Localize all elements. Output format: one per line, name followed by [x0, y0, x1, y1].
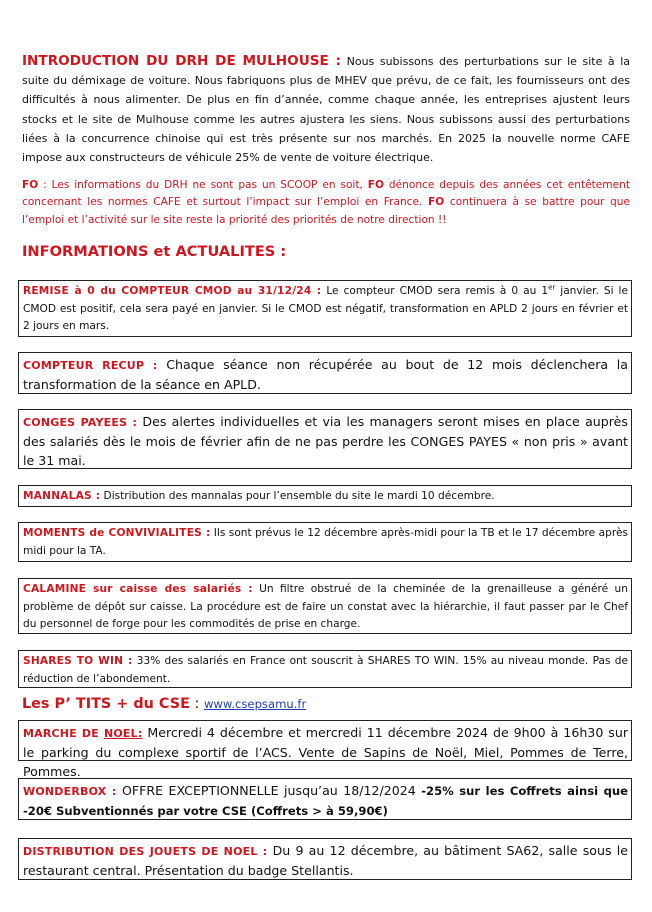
box-conges	[18, 409, 632, 469]
box-text: OFFRE EXCEPTIONNELLE jusqu’au 18/12/2024	[116, 783, 422, 798]
box-text: Mercredi 4 décembre et mercredi 11 décembre 2024 de 9h00 à 16h30 sur le parking du complexe sportif de l’ACS. Vente de Sapins de Noël, Miel, Pommes de Terre, Pommes.	[23, 725, 629, 779]
box-text: janvier. Si le CMOD est positif, cela sera payé en janvier. Si le CMOD est négatif, transformation en APLD 2 jours en février et 2 jours en mars.	[23, 285, 628, 333]
fo-text-3: continuera à se battre pour que l’emploi et l’activité sur le site reste la priorité des priorités de notre direction !!	[22, 196, 630, 226]
box-label: CONGES PAYEES :	[23, 416, 138, 429]
box-label	[23, 727, 142, 740]
box-recup	[18, 352, 632, 394]
box-shares	[18, 650, 632, 688]
box-label-underlined: NOEL:	[103, 727, 143, 740]
intro-heading: INTRODUCTION DU DRH DE MULHOUSE :	[22, 53, 342, 69]
box-label: REMISE à 0 du COMPTEUR CMOD au 31/12/24 :	[23, 285, 322, 297]
box-label: DISTRIBUTION DES JOUETS DE NOEL :	[23, 845, 268, 858]
box-text: 33% des salariés en France ont souscrit à SHARES TO WIN. 15% au niveau monde. Pas de réduction de l’abondement.	[23, 655, 628, 685]
box-text: Du 9 au 12 décembre, au bâtiment SA62, salle sous le restaurant central. Présentation du badge Stellantis.	[23, 843, 628, 878]
box-text: Des alertes individuelles et via les managers seront mises en place auprès des salariés dès le mois de février afin de ne pas perdre les CONGES PAYES « non pris » avant le 31 mai.	[23, 414, 628, 468]
box-mannalas	[18, 485, 632, 507]
box-cmod	[18, 280, 632, 337]
intro-text: Nous subissons des perturbations sur le site à la suite du démixage de voiture. Nous fabriquons plus de MHEV que prévu, de ce fait, les fournisseurs ont des difficultés à nous alimenter. De plus en fin d’année, comme chaque année, les entreprises ajustent leurs stocks et le site de Mulhouse comme les autres ajustera les siens. Nous subissons aussi des perturbations liées à la concurrence chinoise qui est très présente sur nos marchés. En 2025 la nouvelle norme CAFE impose aux constructeurs de véhicule 25% de vente de voiture électrique.	[22, 55, 631, 165]
box-text: Distribution des mannalas pour l’ensemble du site le mardi 10 décembre.	[100, 490, 495, 502]
cse-website-link[interactable]: www.csepsamu.fr	[203, 697, 307, 711]
intro-paragraph	[22, 52, 630, 167]
box-calamine	[18, 578, 632, 634]
box-text: Chaque séance non récupérée au bout de 12 mois déclenchera la transformation de la séance en APLD.	[23, 357, 628, 392]
cse-heading	[22, 696, 306, 712]
box-label: CALAMINE sur caisse des salariés :	[23, 583, 253, 595]
box-label: SHARES TO WIN :	[23, 655, 133, 667]
cse-colon: :	[189, 696, 204, 712]
box-label: WONDERBOX :	[23, 785, 117, 798]
fo-label: FO	[428, 196, 445, 209]
box-moments	[18, 522, 632, 562]
fo-text-1: : Les informations du DRH ne sont pas un SCOOP en soit,	[38, 179, 368, 191]
box-text: Le compteur CMOD sera remis à 0 au 1	[321, 285, 549, 297]
box-label: MANNALAS :	[23, 490, 101, 502]
box-jouets	[18, 838, 632, 880]
superscript: er	[548, 283, 556, 292]
cse-title: Les P’ TITS + du CSE	[22, 696, 190, 712]
box-marche-noel	[18, 720, 632, 779]
box-text: Ils sont prévus le 12 décembre après-midi pour la TB et le 17 décembre après midi pour la TA.	[23, 527, 628, 557]
fo-label: FO	[22, 179, 39, 191]
section-title: INFORMATIONS et ACTUALITES :	[22, 243, 287, 260]
box-wonderbox	[18, 778, 632, 820]
box-text: Un filtre obstrué de la cheminée de la grenailleuse a généré un problème de dépôt sur caisse. La procédure est de faire un constat avec la hiérarchie, il faut passer par le Chef du personnel de forge pour les commodités de prise en charge.	[23, 583, 628, 631]
fo-text-2: dénonce depuis des années cet entêtement concernant les normes CAFE et surtout l’impact sur l’emploi en France.	[22, 179, 630, 209]
box-label-part: MARCHE DE	[23, 727, 104, 740]
box-label: COMPTEUR RECUP :	[23, 359, 158, 372]
fo-label: FO	[367, 179, 385, 191]
box-bold-text: -25% sur les Coffrets ainsi que -20€ Subventionnés par votre CSE (Coffrets > à 59,90€)	[23, 784, 628, 818]
fo-note	[22, 177, 630, 229]
box-label: MOMENTS de CONVIVIALITES :	[23, 527, 211, 539]
